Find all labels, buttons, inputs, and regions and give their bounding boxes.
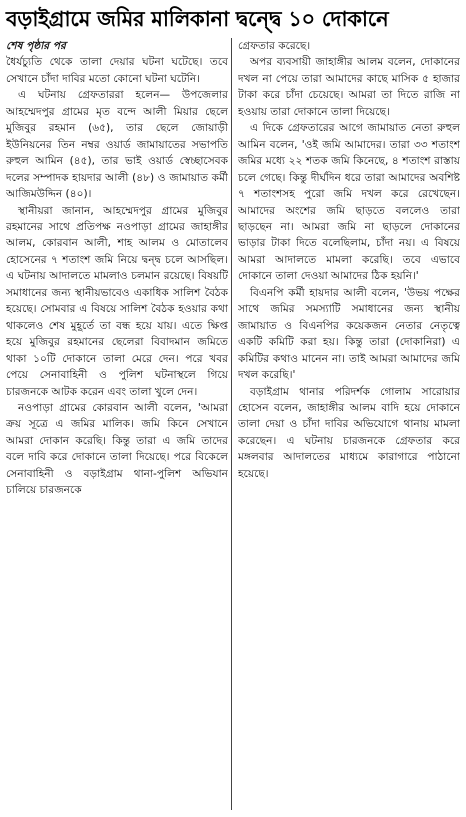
paragraph: স্থানীয়রা জানান, আহম্মেদপুর গ্রামের মুজিবুর রহমানের সাথে প্রতিপক্ষ নওপাড়া গ্রামের জাহাঙ্গীর আলম, কোরবান আলী, শাহ আলম ও মোতালেব হোসেনের ৭ শতাংশ জমি নিয়ে দ্বন্দ্ব চলে আসছিল। এ ঘটনায় আদালতে মামলাও চলমান রয়েছে। বিষয়টি সমাধানের জন্য স্থানীয়ভাবেও একাধিক সালিশ বৈঠক হয়েছে। সোমবার এ বিষয়ে সালিশ বৈঠক হওয়ার কথা থাকলেও শেষ মুহূর্তে তা বন্ধ হয়ে যায়। এতে ক্ষিপ্ত হয়ে মুজিবুর রহমানের ছেলেরা বিবাদমান জমিতে থাকা ১০টি দোকানে তালা মেরে দেন। পরে খবর পেয়ে সেনাবাহিনী ও পুলিশ ঘটনাস্থলে গিয়ে চারজনকে আটক করেন এবং তালা খুলে দেন। — [6, 204, 228, 398]
headline: বড়াইগ্রামে জমির মালিকানা দ্বন্দ্বে ১০ দোকানে — [6, 7, 389, 31]
paragraph: ধৈর্যচ্যুতি থেকে তালা দেয়ার ঘটনা ঘটেছে। তবে সেখানে চাঁদা দাবির মতো কোনো ঘটনা ঘটেনি। — [6, 56, 228, 85]
paragraph: এ দিকে গ্রেফতারের আগে জামায়াত নেতা রুহুল আমিন বলেন, 'ওই জমি আমাদের। তারা ৩৩ শতাংশ জমির মধ্যে ২২ শতক জমি কিনেছে, ৪ শতাংশ রাস্তায় চলে গেছে। কিন্তু দীর্ঘদিন ধরে তারা আমাদের অবশিষ্ট ৭ শতাংশসহ পুরো জমি দখল করে রেখেছেন। আমাদের অংশের জমি ছাড়তে বললেও তারা ছাড়ছেন না। আমরা জমি না ছাড়লে দোকানের ভাড়ার টাকা দিতে বলেছিলাম, চাঁদা নয়। এ বিষয়ে আমরা আদালতে মামলা করেছি। তবে এভাবে দোকানে তালা দেওয়া আমাদের ঠিক হয়নি।' — [238, 122, 460, 283]
paragraph: গ্রেফতার করেছে। — [238, 40, 311, 52]
continuation-label: শেষ পৃষ্ঠার পর — [6, 40, 66, 52]
right-column — [238, 38, 460, 813]
paragraph: বিএনপি কর্মী হায়দার আলী বলেন, 'উভয় পক্ষের সাথে জমির সমস্যাটি সমাধানের জন্য স্থানীয় জামায়াত ও বিএনপির কয়েকজন নেতার নেতৃত্বে একটি কমিটি করা হয়। কিন্তু তারা (দোকানিরা) এ কমিটির কথাও মানেন না। তাই আমরা আমাদের জমি দখল করেছি।' — [238, 286, 460, 382]
left-column — [6, 38, 228, 813]
column-divider — [231, 38, 232, 810]
paragraph: এ ঘটনায় গ্রেফতাররা হলেন— উপজেলার আহম্মেদপুর গ্রামের মৃত বন্দে আলী মিয়ার ছেলে মুজিবুর রহমান (৬৫), তার ছেলে জোয়াড়ী ইউনিয়নের তিন নম্বর ওয়ার্ড জামায়াতের সভাপতি রুহুল আমিন (৪৫), তার ভাই ওয়ার্ড স্বেচ্ছাসেবক দলের সম্পাদক হায়দার আলী (৪৮) ও জামায়াত কর্মী আজিমউদ্দিন (৪০)। — [6, 89, 228, 201]
paragraph: নওপাড়া গ্রামের কোরবান আলী বলেন, 'আমরা ক্রয় সূত্রে এ জমির মালিক। জমি কিনে সেখানে আমরা দোকান করেছি। কিন্তু তারা এ জমি তাদের বলে দাবি করে দোকানে তালা দিয়েছে। পরে বিকেলে সেনাবাহিনী ও বড়াইগ্রাম থানা-পুলিশ অভিযান চালিয়ে চারজনকে — [6, 401, 228, 497]
paragraph: অপর ব্যবসায়ী জাহাঙ্গীর আলম বলেন, দোকানের দখল না পেয়ে তারা আমাদের কাছে মাসিক ৫ হাজার টাকা করে চাঁদা চেয়েছে। আমরা তা দিতে রাজি না হওয়ায় তারা দোকানে তালা দিয়েছে। — [238, 56, 460, 118]
paragraph: বড়াইগ্রাম থানার পরিদর্শক গোলাম সারোয়ার হোসেন বলেন, জাহাঙ্গীর আলম বাদি হয়ে দোকানে তালা দেয়া ও চাঁদা দাবির অভিযোগে থানায় মামলা করেছেন। এ ঘটনায় চারজনকে গ্রেফতার করে মঙ্গলবার আদালতের মাধ্যমে কারাগারে পাঠানো হয়েছে। — [238, 385, 460, 480]
